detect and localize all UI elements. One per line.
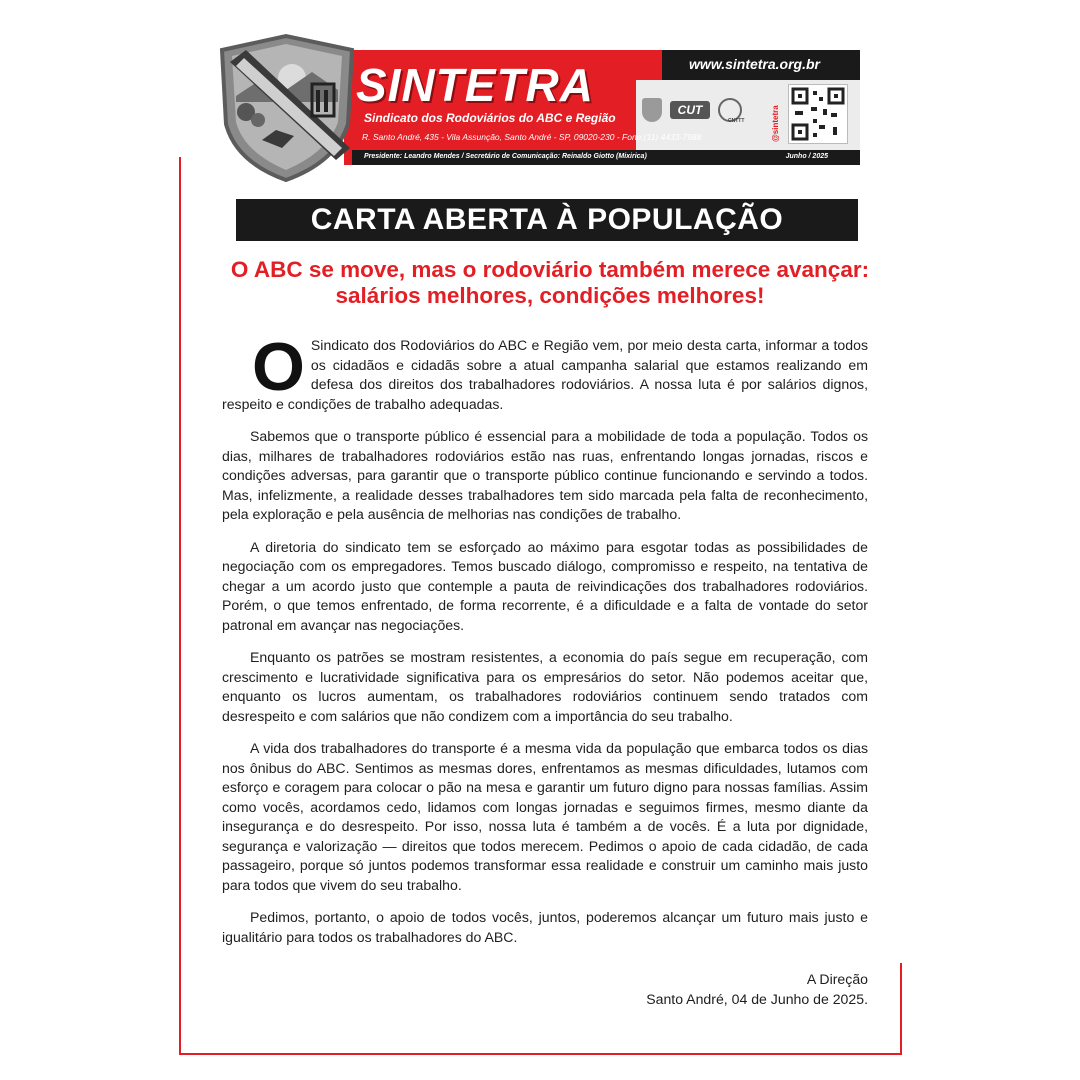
qr-code-icon[interactable] <box>788 84 848 144</box>
headline: O ABC se move, mas o rodoviário também merece avançar: salários melhores, condições melhores! <box>230 257 870 308</box>
page-frame-right <box>900 963 902 1055</box>
signature-date: Santo André, 04 de Junho de 2025. <box>646 990 868 1007</box>
page-title: CARTA ABERTA À POPULAÇÃO <box>236 199 858 241</box>
emblem-icon <box>216 32 358 182</box>
brand-name: SINTETRA <box>356 59 594 111</box>
drop-cap: O <box>252 329 305 405</box>
paragraph-5: A vida dos trabalhadores do transporte é a mesma vida da população que embarca todos os dias nos ônibus do ABC. Sentimos as mesmas dores, enfrentamos as mesmas dificuldades, lutamos com esforço e coragem para colocar o pão na mesa e garantir um futuro digno para nossas famílias. Assim como vocês, acordamos cedo, lidamos com longas jornadas e seguimos firmes, mesmo diante da insegurança e do desrespeito. Por isso, nossa luta é também a de vocês. É a luta por dignidade, segurança e valorização — direitos que todos merecem. Pedimos o apoio de cada cidadão, de cada passageiro, porque só juntos podemos transformar essa realidade e construir um caminho mais justo para todos que vivem do seu trabalho. <box>222 740 868 893</box>
page-frame-bottom <box>179 1053 902 1055</box>
partner-logos <box>642 88 762 132</box>
social-handle <box>771 90 783 146</box>
site-url[interactable]: www.sintetra.org.br <box>689 56 820 72</box>
brand-subtitle: Sindicato dos Rodoviários do ABC e Região <box>364 111 616 125</box>
masthead <box>216 32 860 182</box>
qr-code-graphic <box>789 85 847 143</box>
paragraph-6: Pedimos, portanto, o apoio de todos vocês, juntos, poderemos alcançar um futuro mais justo e igualitário para todos os trabalhadores do ABC. <box>222 909 868 945</box>
paragraph-1 <box>222 329 868 414</box>
union-address: R. Santo André, 435 - Vila Assunção, Santo André - SP, 09020-230 - Fone:(11) 4433-7988 <box>362 132 702 142</box>
paragraph-1-text: Sindicato dos Rodoviários do ABC e Região vem, por meio desta carta, informar a todos os cidadãos e cidadãs sobre a atual campanha salarial que estamos realizando em defesa dos direitos dos trabalhadores rodoviários. A nossa luta é por salários dignos, respeito e condições de trabalho adequadas. <box>222 337 868 412</box>
cut-logo-icon: CUT <box>670 101 710 119</box>
letter-body <box>222 329 868 960</box>
cnttt-label: CNTTT <box>728 118 745 124</box>
paragraph-2: Sabemos que o transporte público é essencial para a mobilidade de toda a população. Todos os dias, milhares de trabalhadores rodoviários estão nas ruas, enfrentando longas jornadas, riscos e condições adversas, para garantir que o transporte público continue funcionando e servindo a todos. Mas, infelizmente, a realidade desses trabalhadores tem sido marcada pela falta de reconhecimento, pela exploração e pela ausência de melhorias nas condições de trabalho. <box>222 428 868 522</box>
signature-author: A Direção <box>806 971 868 987</box>
paragraph-4: Enquanto os patrões se mostram resistentes, a economia do país segue em recuperação, com crescimento e lucratividade significativa para os empresários do setor. Não podemos aceitar que, enquanto os lucros aumentam, os trabalhadores rodoviários continuem sendo tratados com desrespeito e com salários que não condizem com a importância do seu trabalho. <box>222 649 868 724</box>
president-credits: Presidente: Leandro Mendes / Secretário de Comunicação: Reinaldo Giotto (Mixirica) <box>364 153 647 160</box>
badge-icon <box>642 98 662 122</box>
signature <box>646 970 868 1009</box>
social-handle-text: @sintetra <box>771 105 780 142</box>
issue-date: Junho / 2025 <box>785 153 828 160</box>
paragraph-3: A diretoria do sindicato tem se esforçado ao máximo para esgotar todas as possibilidades de negociação com os empregadores. Temos buscado diálogo, compromisso e respeito, na tentativa de chegar a um acordo justo que contemple a pauta de reivindicações dos trabalhadores rodoviários. Porém, o que temos enfrentado, de forma recorrente, é a dificuldade e a falta de vontade do setor patronal em avançar nas negociações. <box>222 538 868 633</box>
page-frame-left <box>179 157 181 1055</box>
